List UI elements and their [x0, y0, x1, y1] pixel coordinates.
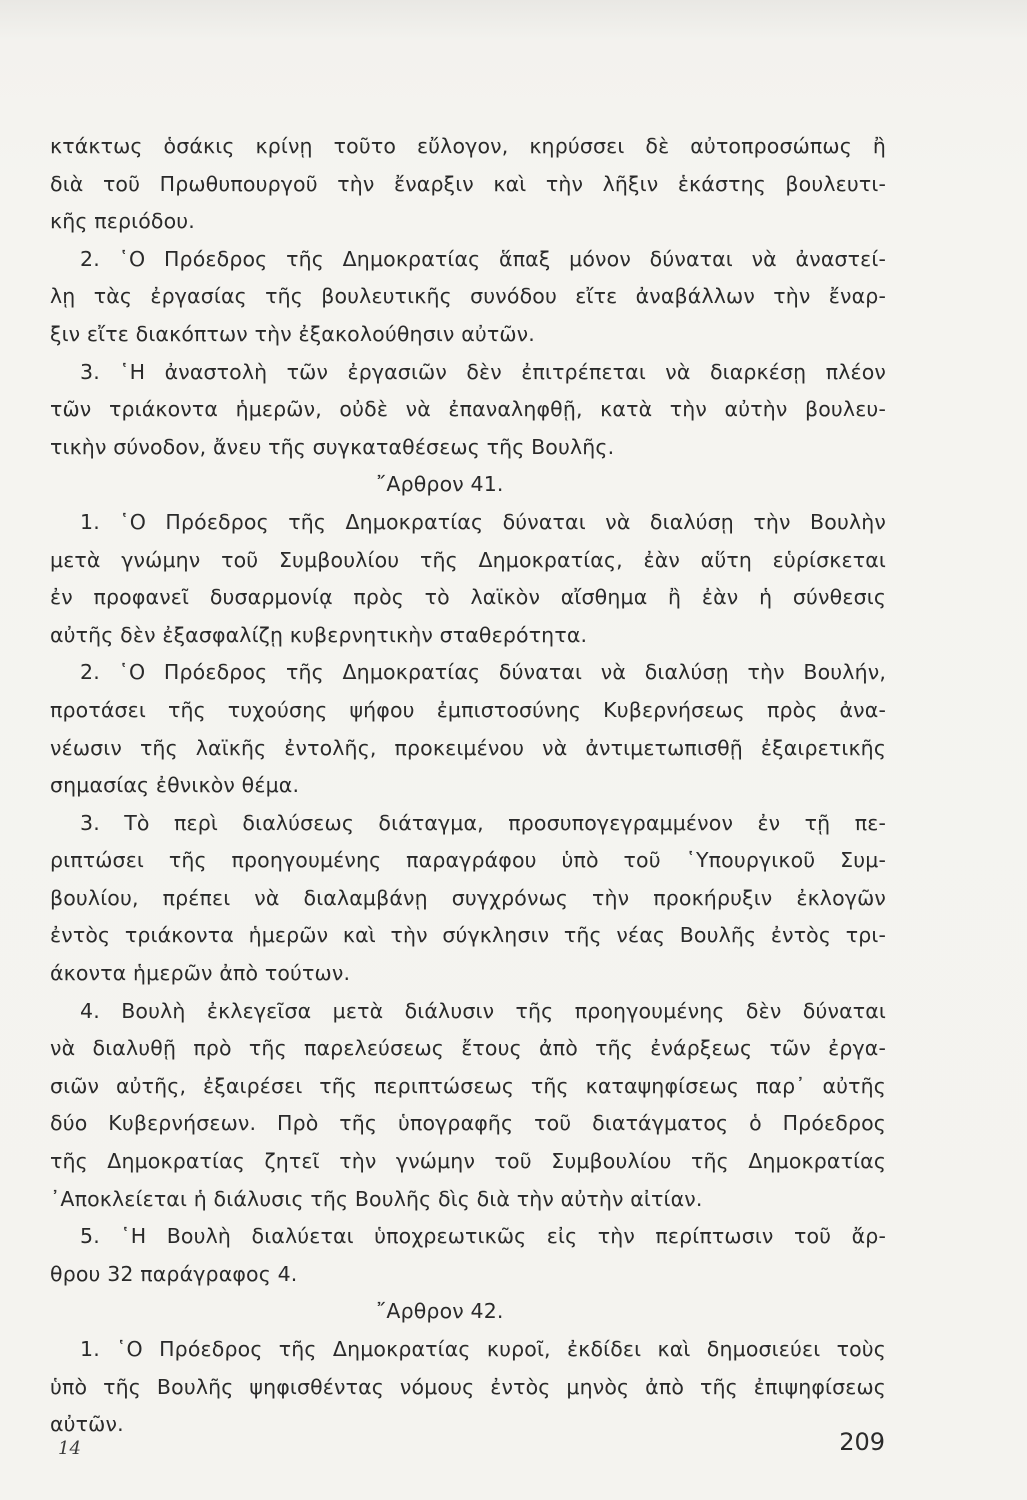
- page-number: 209: [839, 1428, 885, 1456]
- paragraph-start: 2. ῾Ο Πρόεδρος τῆς Δημοκρατίας ἅπαξ μόνον δύναται νὰ ἀναστεί-: [80, 246, 886, 271]
- paragraph-start: 5. ῾Η Βουλὴ διαλύεται ὑποχρεωτικῶς εἰς τὴν περίπτωσιν τοῦ ἄρ-: [80, 1224, 886, 1249]
- text-line: λῃ τὰς ἐργασίας τῆς βουλευτικῆς συνόδου εἴτε ἀναβάλλων τὴν ἔναρ-: [50, 284, 886, 309]
- text-line: τῶν τριάκοντα ἡμερῶν, οὐδὲ νὰ ἐπαναληφθῇ, κατὰ τὴν αὐτὴν βουλευ-: [50, 397, 886, 422]
- text-line: ᾽Αποκλείεται ἡ διάλυσις τῆς Βουλῆς δὶς διὰ τὴν αὐτὴν αἰτίαν.: [50, 1186, 703, 1211]
- signature-mark: 14: [58, 1438, 81, 1459]
- text-line: νὰ διαλυθῇ πρὸ τῆς παρελεύσεως ἔτους ἀπὸ τῆς ἐνάρξεως τῶν ἐργα-: [50, 1036, 886, 1061]
- text-line: ἐντὸς τριάκοντα ἡμερῶν καὶ τὴν σύγκλησιν τῆς νέας Βουλῆς ἐντὸς τρι-: [50, 923, 886, 948]
- text-line: νέωσιν τῆς λαϊκῆς ἐντολῆς, προκειμένου νὰ ἀντιμετωπισθῇ ἐξαιρετικῆς: [50, 735, 886, 760]
- text-line: διὰ τοῦ Πρωθυπουργοῦ τὴν ἔναρξιν καὶ τὴν λῆξιν ἑκάστης βουλευτι-: [50, 171, 886, 196]
- paragraph-start: 1. ῾Ο Πρόεδρος τῆς Δημοκρατίας δύναται νὰ διαλύσῃ τὴν Βουλὴν: [80, 509, 886, 534]
- text-line: άκοντα ἡμερῶν ἀπὸ τούτων.: [50, 961, 351, 986]
- text-line: θρου 32 παράγραφος 4.: [50, 1261, 298, 1286]
- text-line: τῆς Δημοκρατίας ζητεῖ τὴν γνώμην τοῦ Συμβουλίου τῆς Δημοκρατίας: [50, 1149, 886, 1174]
- paragraph-start: 3. Τὸ περὶ διαλύσεως διάταγμα, προσυπογεγραμμένον ἐν τῇ πε-: [80, 810, 886, 835]
- text-line: βουλίου, πρέπει νὰ διαλαμβάνῃ συγχρόνως τὴν προκήρυξιν ἐκλογῶν: [50, 885, 886, 910]
- text-line: δύο Κυβερνήσεων. Πρὸ τῆς ὑπογραφῆς τοῦ διατάγματος ὁ Πρόεδρος: [50, 1111, 886, 1136]
- text-line: προτάσει τῆς τυχούσης ψήφου ἐμπιστοσύνης Κυβερνήσεως πρὸς ἀνα-: [50, 697, 886, 722]
- article-heading: ῎Αρθρον 42.: [376, 1299, 504, 1324]
- text-line: ὑπὸ τῆς Βουλῆς ψηφισθέντας νόμους ἐντὸς μηνὸς ἀπὸ τῆς ἐπιψηφίσεως: [50, 1374, 886, 1399]
- paragraph-start: 3. ῾Η ἀναστολὴ τῶν ἐργασιῶν δὲν ἐπιτρέπεται νὰ διαρκέσῃ πλέον: [80, 359, 886, 384]
- text-line: ξιν εἴτε διακόπτων τὴν ἐξακολούθησιν αὐτῶν.: [50, 321, 535, 346]
- text-line: ἐν προφανεῖ δυσαρμονίᾳ πρὸς τὸ λαϊκὸν αἴσθημα ἢ ἐὰν ἡ σύνθεσις: [50, 585, 886, 610]
- text-line: σιῶν αὐτῆς, ἐξαιρέσει τῆς περιπτώσεως τῆς καταψηφίσεως παρ᾽ αὐτῆς: [50, 1073, 886, 1098]
- paragraph-start: 2. ῾Ο Πρόεδρος τῆς Δημοκρατίας δύναται νὰ διαλύσῃ τὴν Βουλήν,: [80, 660, 886, 685]
- text-line: αὐτῆς δὲν ἐξασφαλίζῃ κυβερνητικὴν σταθερότητα.: [50, 622, 588, 647]
- text-line: ριπτώσει τῆς προηγουμένης παραγράφου ὑπὸ τοῦ ῾Υπουργικοῦ Συμ-: [50, 848, 886, 873]
- text-line: κτάκτως ὁσάκις κρίνῃ τοῦτο εὔλογον, κηρύσσει δὲ αὐτοπροσώπως ἢ: [50, 134, 886, 158]
- body-text: [50, 128, 886, 1444]
- text-line: σημασίας ἐθνικὸν θέμα.: [50, 773, 300, 798]
- paragraph-start: 4. Βουλὴ ἐκλεγεῖσα μετὰ διάλυσιν τῆς προηγουμένης δὲν δύναται: [80, 998, 886, 1023]
- paragraph-start: 1. ῾Ο Πρόεδρος τῆς Δημοκρατίας κυροῖ, ἐκδίδει καὶ δημοσιεύει τοὺς: [80, 1337, 886, 1361]
- text-line: αὐτῶν.: [50, 1412, 124, 1437]
- text-line: μετὰ γνώμην τοῦ Συμβουλίου τῆς Δημοκρατίας, ἐὰν αὕτη εὑρίσκεται: [50, 547, 886, 572]
- text-line: τικὴν σύνοδον, ἄνευ τῆς συγκαταθέσεως τῆς Βουλῆς.: [50, 434, 615, 459]
- article-heading: ῎Αρθρον 41.: [376, 472, 504, 497]
- text-line: κῆς περιόδου.: [50, 209, 195, 234]
